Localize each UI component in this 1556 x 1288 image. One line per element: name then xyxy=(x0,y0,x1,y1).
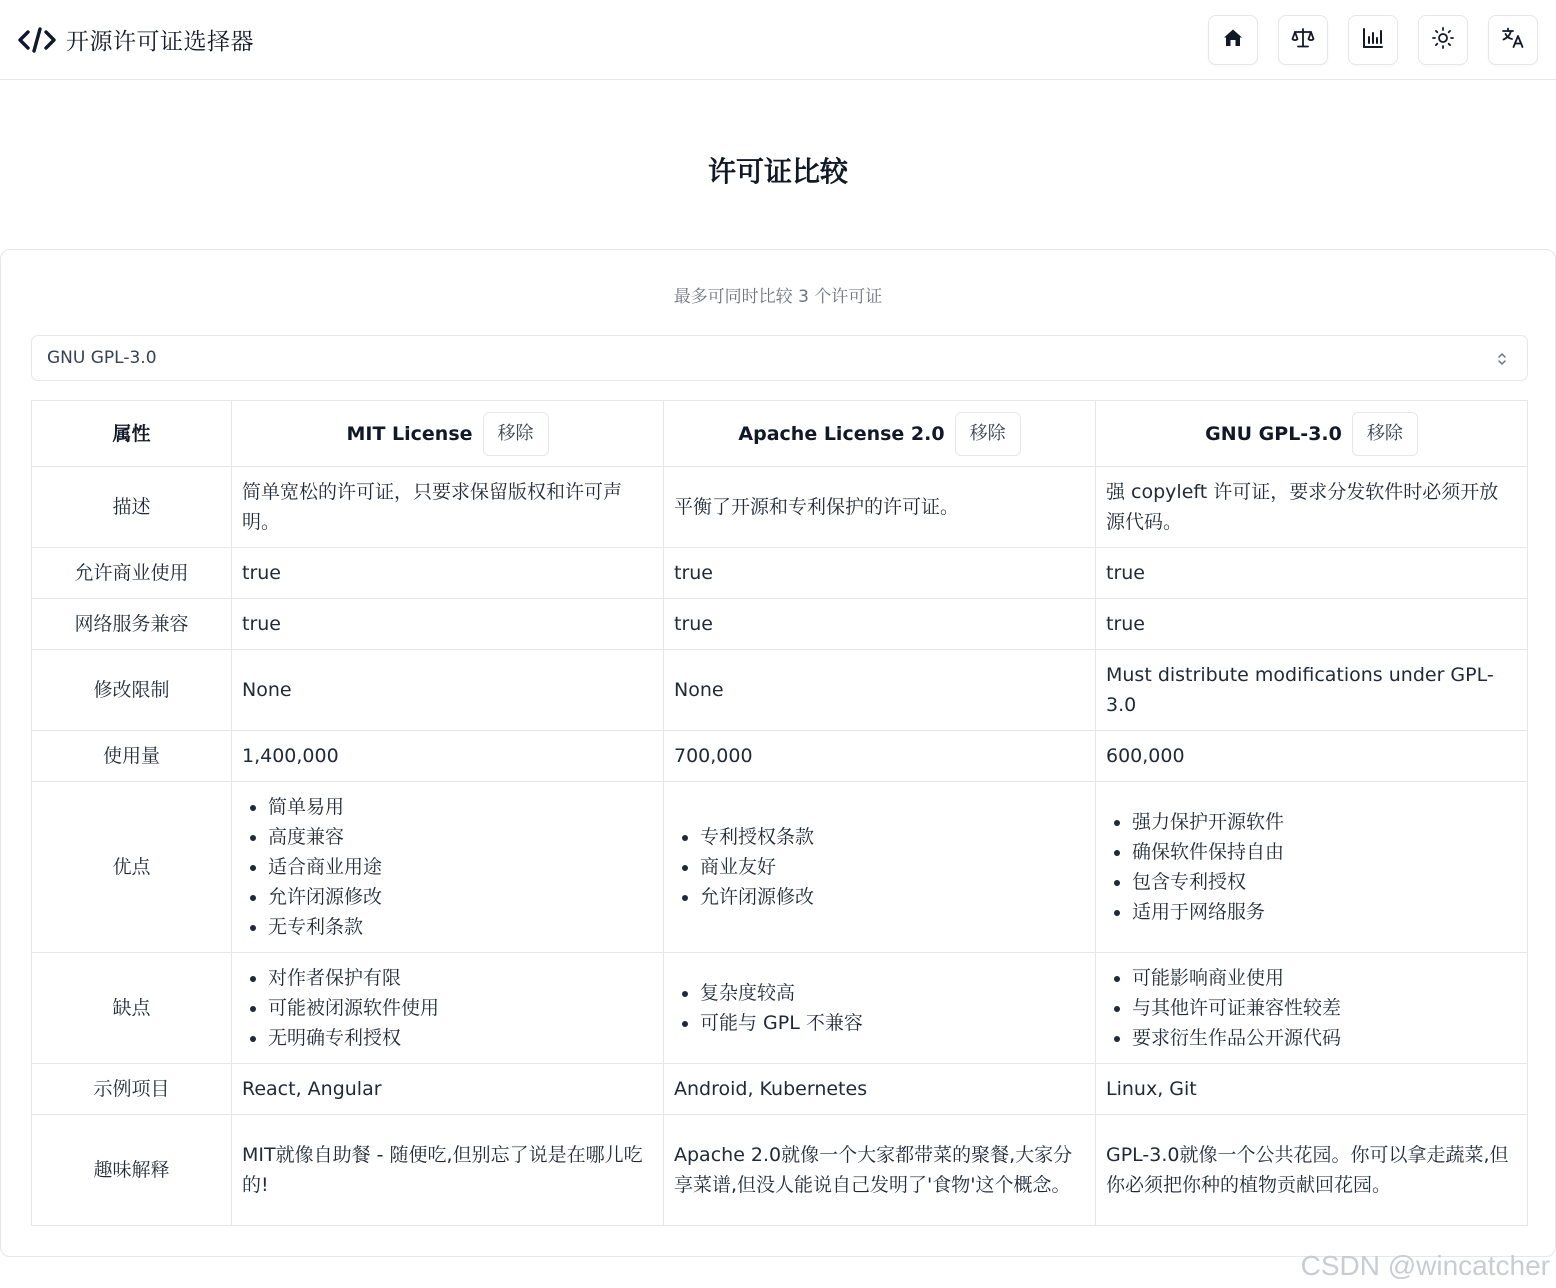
table-cell: 600,000 xyxy=(1096,731,1528,782)
table-cell: 1,400,000 xyxy=(232,731,664,782)
table-cell: None xyxy=(232,650,664,731)
code-icon xyxy=(18,25,56,55)
brand-title: 开源许可证选择器 xyxy=(66,29,254,55)
table-cell xyxy=(1096,953,1528,1064)
table-row xyxy=(32,650,1528,731)
language-button[interactable] xyxy=(1488,15,1538,65)
list-item: • 专利授权条款 xyxy=(700,822,1085,852)
list-item: • 无专利条款 xyxy=(268,912,653,942)
table-cell: 700,000 xyxy=(664,731,1096,782)
list-item: • 复杂度较高 xyxy=(700,978,1085,1008)
list-item: • 无明确专利授权 xyxy=(268,1023,653,1053)
list-item: • 商业友好 xyxy=(700,852,1085,882)
license-column-header xyxy=(1096,401,1528,467)
table-row xyxy=(32,599,1528,650)
list-item: • 包含专利授权 xyxy=(1132,867,1517,897)
cons-list xyxy=(1106,963,1517,1053)
license-name: Apache License 2.0 xyxy=(738,422,945,445)
attr-column-header: 属性 xyxy=(32,401,232,467)
table-header-row xyxy=(32,401,1528,467)
row-label: 趣味解释 xyxy=(32,1115,232,1226)
table-cell: React, Angular xyxy=(232,1064,664,1115)
top-navbar xyxy=(0,0,1556,80)
comparison-table xyxy=(31,400,1528,1226)
list-item: • 确保软件保持自由 xyxy=(1132,837,1517,867)
table-cell xyxy=(232,782,664,953)
table-row xyxy=(32,467,1528,548)
list-item: • 对作者保护有限 xyxy=(268,963,653,993)
stats-button[interactable] xyxy=(1348,15,1398,65)
scale-icon xyxy=(1291,26,1315,54)
pros-list xyxy=(1106,807,1517,927)
list-item: • 与其他许可证兼容性较差 xyxy=(1132,993,1517,1023)
home-icon xyxy=(1221,26,1245,54)
translate-icon xyxy=(1501,26,1525,54)
list-item: • 可能影响商业使用 xyxy=(1132,963,1517,993)
table-cell: 平衡了开源和专利保护的许可证。 xyxy=(664,467,1096,548)
row-label: 网络服务兼容 xyxy=(32,599,232,650)
nav-buttons xyxy=(1208,15,1538,65)
table-cell xyxy=(664,953,1096,1064)
list-item: • 强力保护开源软件 xyxy=(1132,807,1517,837)
table-cell: Android, Kubernetes xyxy=(664,1064,1096,1115)
list-item: • 允许闭源修改 xyxy=(268,882,653,912)
row-label: 示例项目 xyxy=(32,1064,232,1115)
chart-icon xyxy=(1361,26,1385,54)
license-select-value: GNU GPL-3.0 xyxy=(47,348,157,368)
list-item: • 适合商业用途 xyxy=(268,852,653,882)
table-cell: GPL-3.0就像一个公共花园。你可以拿走蔬菜,但你必须把你种的植物贡献回花园。 xyxy=(1096,1115,1528,1226)
table-cell: Apache 2.0就像一个大家都带菜的聚餐,大家分享菜谱,但没人能说自己发明了'食物'这个概念。 xyxy=(664,1115,1096,1226)
table-row xyxy=(32,548,1528,599)
cons-list xyxy=(242,963,653,1053)
table-cell: 强 copyleft 许可证，要求分发软件时必须开放源代码。 xyxy=(1096,467,1528,548)
table-row xyxy=(32,782,1528,953)
license-column-header xyxy=(664,401,1096,467)
cons-list xyxy=(674,978,1085,1038)
list-item: • 高度兼容 xyxy=(268,822,653,852)
table-cell xyxy=(1096,782,1528,953)
remove-mit-button[interactable]: 移除 xyxy=(483,412,549,456)
theme-toggle-button[interactable] xyxy=(1418,15,1468,65)
table-row xyxy=(32,1115,1528,1226)
remove-apache-button[interactable]: 移除 xyxy=(955,412,1021,456)
row-label: 优点 xyxy=(32,782,232,953)
list-item: • 可能与 GPL 不兼容 xyxy=(700,1008,1085,1038)
table-row xyxy=(32,731,1528,782)
compare-limit-hint: 最多可同时比较 3 个许可证 xyxy=(673,287,883,307)
table-cell: true xyxy=(1096,548,1528,599)
table-cell: 简单宽松的许可证，只要求保留版权和许可声明。 xyxy=(232,467,664,548)
table-cell xyxy=(232,953,664,1064)
row-label: 缺点 xyxy=(32,953,232,1064)
table-cell: Linux, Git xyxy=(1096,1064,1528,1115)
table-cell: true xyxy=(664,599,1096,650)
brand[interactable] xyxy=(18,23,254,56)
table-cell: true xyxy=(232,548,664,599)
pros-list xyxy=(242,792,653,942)
pros-list xyxy=(674,822,1085,912)
list-item: • 要求衍生作品公开源代码 xyxy=(1132,1023,1517,1053)
home-button[interactable] xyxy=(1208,15,1258,65)
list-item: • 允许闭源修改 xyxy=(700,882,1085,912)
table-cell: Must distribute modifications under GPL-3.0 xyxy=(1096,650,1528,731)
table-row xyxy=(32,953,1528,1064)
list-item: • 简单易用 xyxy=(268,792,653,822)
row-label: 描述 xyxy=(32,467,232,548)
page-title: 许可证比较 xyxy=(707,155,848,188)
license-name: GNU GPL-3.0 xyxy=(1205,422,1342,445)
compare-button[interactable] xyxy=(1278,15,1328,65)
watermark: CSDN @wincatcher xyxy=(1300,1250,1550,1281)
table-cell: None xyxy=(664,650,1096,731)
row-label: 修改限制 xyxy=(32,650,232,731)
table-cell xyxy=(664,782,1096,953)
list-item: • 适用于网络服务 xyxy=(1132,897,1517,927)
sun-icon xyxy=(1431,26,1455,54)
list-item: • 可能被闭源软件使用 xyxy=(268,993,653,1023)
table-cell: MIT就像自助餐 - 随便吃,但别忘了说是在哪儿吃的! xyxy=(232,1115,664,1226)
chevron-up-down-icon xyxy=(1495,349,1509,369)
row-label: 允许商业使用 xyxy=(32,548,232,599)
table-cell: true xyxy=(232,599,664,650)
license-column-header xyxy=(232,401,664,467)
table-cell: true xyxy=(664,548,1096,599)
remove-gpl-button[interactable]: 移除 xyxy=(1352,412,1418,456)
table-cell: true xyxy=(1096,599,1528,650)
row-label: 使用量 xyxy=(32,731,232,782)
table-row xyxy=(32,1064,1528,1115)
license-select[interactable] xyxy=(31,335,1528,381)
license-name: MIT License xyxy=(346,422,473,445)
